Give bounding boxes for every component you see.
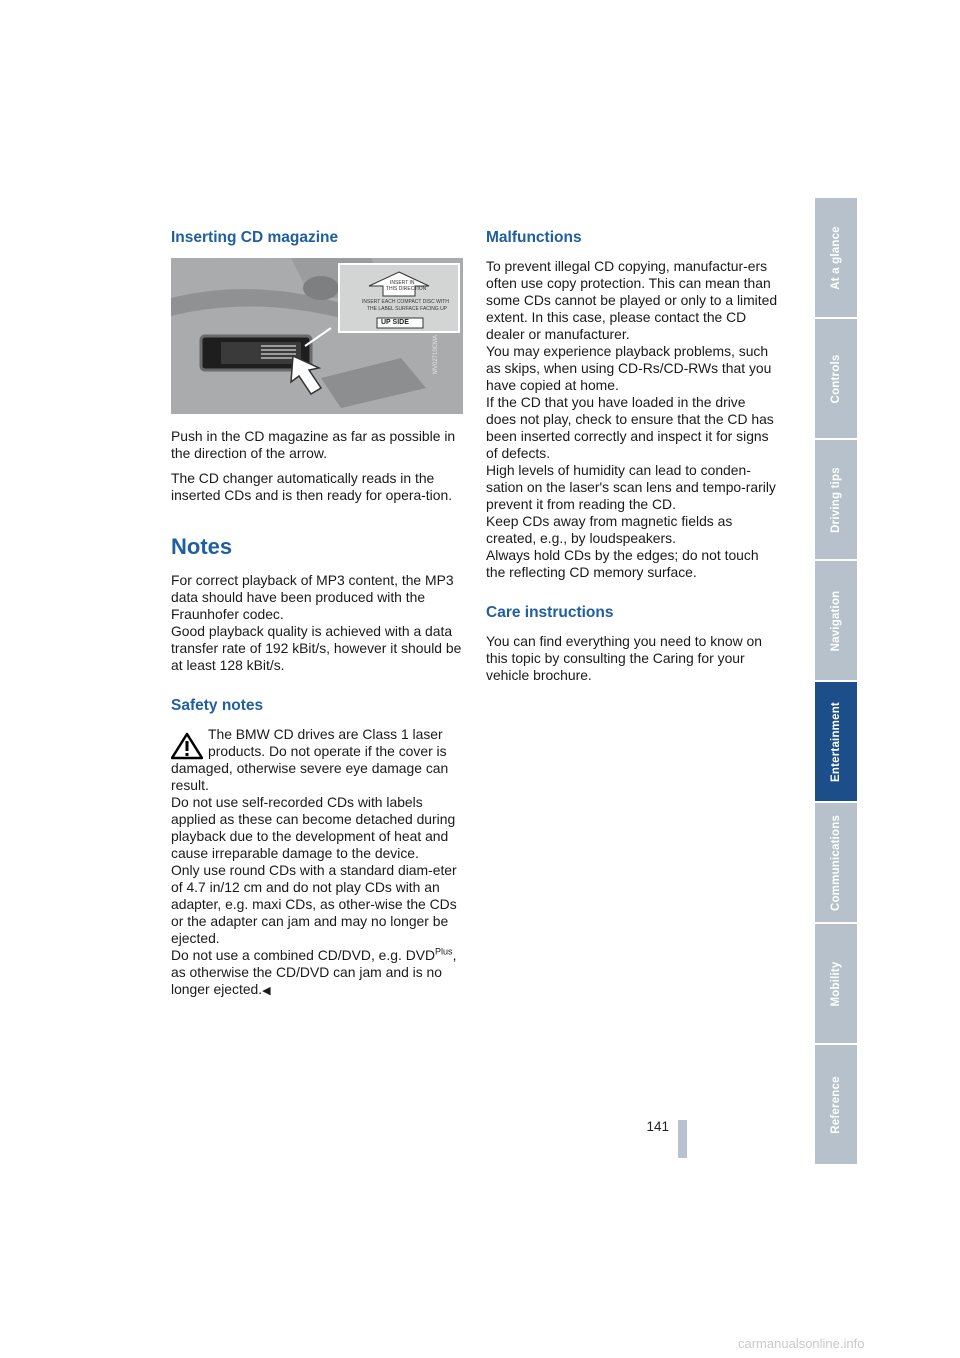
heading-care-instructions: Care instructions xyxy=(486,604,614,621)
figure-label-line2: THIS DIRECTION xyxy=(386,286,427,292)
heading-notes: Notes xyxy=(171,534,233,559)
tab-label: Reference xyxy=(830,1075,842,1134)
warning-triangle-icon xyxy=(171,732,203,760)
paragraph-malfunctions-3: If the CD that you have loaded in the drive does not play, check to ensure that the CD has been inserted correctly and inspect it for signs of defects. xyxy=(486,394,774,461)
paragraph-care: You can find everything you need to know on this topic by consulting the Caring for your vehicle brochure. xyxy=(486,633,762,683)
page-number: 141 xyxy=(646,1119,669,1134)
tab-reference[interactable] xyxy=(815,1045,857,1166)
paragraph-malfunctions-6: Always hold CDs by the edges; do not touch the reflecting CD memory surface. xyxy=(486,547,759,580)
watermark: carmanualsonline.info xyxy=(738,1336,865,1351)
tab-mobility[interactable] xyxy=(815,924,857,1045)
safety-4-text-b: , as otherwise the CD/DVD can jam and is no longer ejected. xyxy=(171,947,457,997)
heading-malfunctions: Malfunctions xyxy=(486,229,582,246)
safety-notes-block xyxy=(171,726,463,1000)
tab-label: Driving tips xyxy=(830,466,842,533)
tab-label: Communications xyxy=(830,814,842,911)
tab-navigation[interactable] xyxy=(815,561,857,682)
figure-code: MV02710CMA xyxy=(433,334,439,374)
figure-label-line3: INSERT EACH COMPACT DISC WITH xyxy=(362,299,449,305)
heading-inserting-cd-magazine: Inserting CD magazine xyxy=(171,229,339,246)
paragraph-malfunctions-5: Keep CDs away from magnetic fields as created, e.g., by loudspeakers. xyxy=(486,513,733,546)
tab-at-a-glance[interactable] xyxy=(815,198,857,319)
paragraph-safety-4 xyxy=(171,947,463,1000)
tab-label: At a glance xyxy=(830,225,842,290)
end-mark-icon: ◀ xyxy=(262,985,271,997)
paragraph-changer: The CD changer automatically reads in the inserted CDs and is then ready for opera-tion. xyxy=(171,470,453,503)
paragraph-malfunctions-4: High levels of humidity can lead to conden-sation on the laser's scan lens and tempo-rarily prevent it from reading the CD. xyxy=(486,462,776,512)
cd-magazine-illustration xyxy=(171,258,463,414)
safety-4-superscript: Plus xyxy=(435,946,453,957)
heading-safety-notes: Safety notes xyxy=(171,697,264,714)
right-column xyxy=(486,228,778,692)
tab-label: Mobility xyxy=(830,960,842,1007)
paragraph-mp3-2: Good playback quality is achieved with a data transfer rate of 192 kBit/s, however it should be at least 128 kBit/s. xyxy=(171,623,462,673)
tab-communications[interactable] xyxy=(815,803,857,924)
paragraph-push: Push in the CD magazine as far as possible in the direction of the arrow. xyxy=(171,428,456,461)
figure-label-line4: THE LABEL SURFACE FACING UP xyxy=(367,306,448,312)
paragraph-safety-3: Only use round CDs with a standard diam-eter of 4.7 in/12 cm and do not play CDs with an adapter, e.g. maxi CDs, as other-wise the CDs or the adapter can jam and may no longer be ejected. xyxy=(171,862,457,946)
safety-4-text-a: Do not use a combined CD/DVD, e.g. DVD xyxy=(171,947,436,963)
paragraph-malfunctions-1: To prevent illegal CD copying, manufactur-ers often use copy protection. This can mean than some CDs cannot be played or only to a limited extent. In this case, please contact the CD dealer or manufacturer. xyxy=(486,258,778,342)
chapter-tabs xyxy=(815,198,857,1166)
tab-label: Entertainment xyxy=(830,701,842,782)
page-number-bar xyxy=(678,1120,687,1158)
tab-controls[interactable] xyxy=(815,319,857,440)
paragraph-safety-1: The BMW CD drives are Class 1 laser products. Do not operate if the cover is damaged, otherwise severe eye damage can result. xyxy=(171,726,449,793)
figure-label-line1: INSERT IN xyxy=(390,280,415,286)
cd-magazine-drawing xyxy=(171,258,463,414)
paragraph-safety-2: Do not use self-recorded CDs with labels applied as these can become detached during playback due to the development of heat and cause irreparable damage to the device. xyxy=(171,794,456,861)
tab-label: Navigation xyxy=(830,590,842,651)
paragraph-malfunctions-2: You may experience playback problems, such as skips, when using CD-Rs/CD-RWs that you have copied at home. xyxy=(486,343,772,393)
tab-driving-tips[interactable] xyxy=(815,440,857,561)
paragraph-mp3-1: For correct playback of MP3 content, the MP3 data should have been produced with the Fraunhofer codec. xyxy=(171,572,454,622)
tab-label: Controls xyxy=(830,354,842,403)
tab-entertainment[interactable] xyxy=(815,682,857,803)
left-column xyxy=(171,228,463,1000)
figure-label-upside: UP SIDE xyxy=(381,319,409,326)
